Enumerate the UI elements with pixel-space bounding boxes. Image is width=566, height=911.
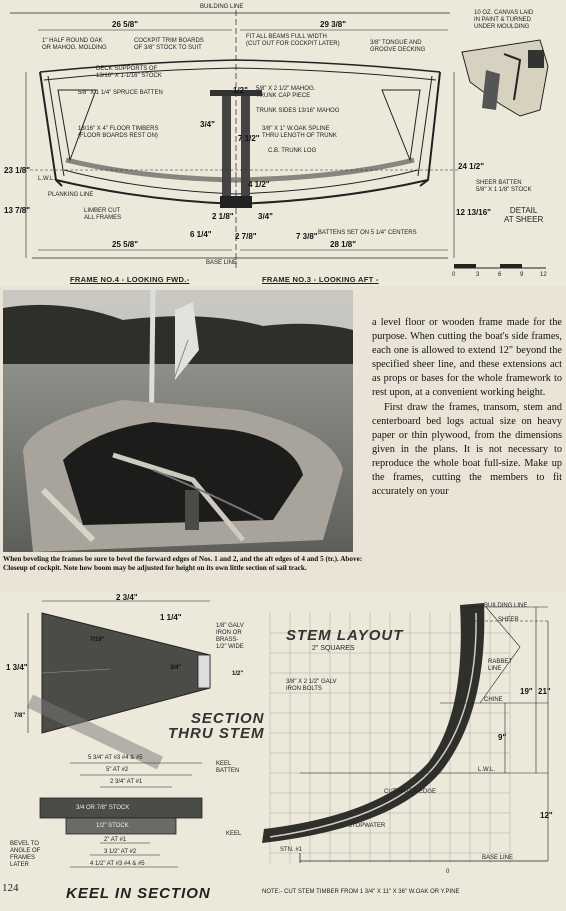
label-sheer-batten: SHEER BATTEN 5/8" X 1 1/8" STOCK <box>476 180 532 193</box>
keel-bevel: BEVEL TO ANGLE OF FRAMES LATER <box>10 841 41 868</box>
stem-stn1: STN. #1 <box>280 847 303 853</box>
dim-small5: 6 1/4" <box>190 230 212 239</box>
frame3-caption: FRAME NO.3 - LOOKING AFT - <box>262 275 379 284</box>
label-cb-trunk-log: C.B. TRUNK LOG <box>268 148 317 154</box>
stem-cutwater: CUTWATER EDGE <box>384 789 436 795</box>
keel-top-dim-2: 5" AT #2 <box>106 767 129 773</box>
building-line-label: BUILDING LINE <box>200 4 244 10</box>
keel-bottom-dim-2: 3 1/2" AT #2 <box>104 849 137 855</box>
stem-note: NOTE:- CUT STEM TIMBER FROM 1 3/4" X 11" X 36" W.OAK OR Y.PINE <box>262 889 460 895</box>
stem-dim-r9: 9" <box>498 733 507 742</box>
stem-dim-h3: 1/2" <box>232 671 244 677</box>
label-tongue-groove: 3/8" TONGUE AND GROOVE DECKING <box>370 40 426 53</box>
photo-caption: When beveling the frames be sure to bevel the forward edges of Nos. 1 and 2, and the aft edges of 4 and 5 (tr.). Above: Closeup of cockpit. Note how boom may be adjusted for height on its own little section of sail track. <box>3 555 363 572</box>
dim-small6: 2 1/8" <box>212 212 234 221</box>
dim-small8: 2 7/8" <box>235 232 257 241</box>
stem-rabbet: RABBET LINE <box>488 659 513 672</box>
dim-left-top: 26 5/8" <box>112 20 139 29</box>
stem-squares-label: 2" SQUARES <box>312 645 355 652</box>
frames-plate <box>0 0 566 286</box>
scale-6: 6 <box>498 272 502 278</box>
dim-small9: 7 3/8" <box>296 232 318 241</box>
stem-chine: CHINE <box>484 697 503 703</box>
scale-0: 0 <box>452 272 456 278</box>
base-line-label: BASE LINE <box>206 260 238 266</box>
keel-top-dim-3: 2 3/4" AT #1 <box>110 779 143 785</box>
stem-dim-h1: 1 3/4" <box>6 663 28 672</box>
stem-dim-h2: 7/8" <box>14 713 26 719</box>
keel-stock1: 3/4 OR 7/8" STOCK <box>76 805 130 811</box>
dim-small4: 4 1/2" <box>248 180 270 189</box>
scale-3: 3 <box>476 272 480 278</box>
label-fit-beams: FIT ALL BEAMS FULL WIDTH (CUT OUT FOR COCKPIT LATER) <box>246 34 340 47</box>
dim-small1: 3/4" <box>200 120 215 129</box>
frame4-caption: FRAME NO.4 - LOOKING FWD.- <box>70 275 190 284</box>
keel-batten-label: KEEL BATTEN <box>216 761 240 774</box>
dim-left-bottom: 25 5/8" <box>112 240 139 249</box>
dim-small7: 3/4" <box>258 212 273 221</box>
keel-top-dim-1: 5 3/4" AT #3 #4 & #5 <box>88 755 143 761</box>
stem-dim-a2: 3/4" <box>170 665 182 671</box>
scale-12: 12 <box>540 272 547 278</box>
stem-zero: 0 <box>446 869 450 875</box>
dim-right-h: 24 1/2" <box>458 162 485 171</box>
keel-bottom-dim-1: 2" AT #1 <box>104 837 127 843</box>
label-canvas: 10 OZ. CANVAS LAID IN PAINT & TURNED UNDER MOULDING <box>474 10 534 30</box>
dim-small2: 1/2" <box>233 86 248 95</box>
label-bolts: 3/8" X 2 1/2" GALV IRON BOLTS <box>286 679 337 692</box>
stem-dim-w1: 2 3/4" <box>116 593 138 602</box>
label-lwl: L.W.L. <box>38 176 56 182</box>
label-trunk-cap: 5/8" X 2 1/2" MAHOG. TRUNK CAP PIECE <box>256 86 316 99</box>
label-planking-line: PLANKING LINE <box>48 192 94 198</box>
keel-label: KEEL <box>226 831 242 837</box>
stem-keel-plate <box>0 593 566 911</box>
dim-right-top: 29 3/8" <box>320 20 347 29</box>
dim-small3: 7 1/2" <box>238 134 260 143</box>
keel-section-title: KEEL IN SECTION <box>66 885 211 902</box>
keel-bottom-dim-3: 4 1/2" AT #3 #4 & #5 <box>90 861 145 867</box>
label-spline: 3/8" X 1" W.OAK SPLINE THRU LENGTH OF TRUNK <box>262 126 337 139</box>
stem-dim-r21: 21" <box>538 687 551 696</box>
stem-building-line: BUILDING LINE <box>484 603 528 609</box>
dim-left-h2: 13 7/8" <box>4 206 31 215</box>
stem-dim-r19: 19" <box>520 687 533 696</box>
dim-right-h2: 12 13/16" <box>456 208 491 217</box>
paragraph-1: a level floor or wooden frame made for the purpose. When cutting the boat's side frames, each one is allowed to extend 12" beyond the specified sheer line, and these extensions act as props or bases for the whole framework to rest upon, at a convenient working height. <box>372 317 562 399</box>
stem-keel-drawing <box>0 593 566 911</box>
stem-dim-w2: 1 1/4" <box>160 613 182 622</box>
label-trunk-sides: TRUNK SIDES 13/16" MAHOG <box>256 108 340 114</box>
article-text <box>372 316 562 499</box>
stem-layout-title: STEM LAYOUT <box>286 627 404 644</box>
cockpit-photo-image <box>3 290 353 552</box>
stem-lwl: L.W.L. <box>478 767 496 773</box>
dim-right-bottom: 28 1/8" <box>330 240 357 249</box>
label-floor-timbers: 13/16" X 4" FLOOR TIMBERS (FLOOR BOARDS REST ON) <box>78 126 159 139</box>
stem-dim-a1: 7/16" <box>90 637 105 643</box>
stem-base-line: BASE LINE <box>482 855 514 861</box>
label-galv-iron: 1/8" GALV IRON OR BRASS- 1/2" WIDE <box>216 623 244 650</box>
label-battens: BATTENS SET ON 5 1/4" CENTERS <box>318 230 417 236</box>
stem-stopwater: STOPWATER <box>348 823 386 829</box>
page-number: 124 <box>2 882 19 894</box>
stem-sheer: SHEER <box>498 617 519 623</box>
label-limber-cut: LIMBER CUT ALL FRAMES <box>84 208 122 221</box>
cockpit-photo <box>3 290 353 552</box>
scale-9: 9 <box>520 272 524 278</box>
paragraph-2: First draw the frames, transom, stem and centerboard bed logs actual size on heavy paper or thin plywood, from the dimensions given in the plans. It is not necessary to reproduce the whole boat full-size. Make up the frames, cutting the members to fit accurately on your <box>372 401 562 498</box>
stem-dim-r12: 12" <box>540 811 553 820</box>
label-cockpit-trim: COCKPIT TRIM BOARDS OF 3/8" STOCK TO SUIT <box>134 38 204 51</box>
label-spruce-batten: 5/8" X 1 1/4" SPRUCE BATTEN <box>78 90 163 96</box>
dim-left-h: 23 1/8" <box>4 166 31 175</box>
label-deck-supports: DECK SUPPORTS OF 13/16" X 1-1/16" STOCK <box>96 66 162 79</box>
label-detail: DETAIL AT SHEER <box>504 206 544 224</box>
keel-stock2: 1/2" STOCK <box>96 823 129 829</box>
section-thru-stem-title: SECTION THRU STEM <box>168 710 265 742</box>
label-half-round: 1" HALF ROUND OAK OR MAHOG. MOLDING <box>42 38 107 51</box>
